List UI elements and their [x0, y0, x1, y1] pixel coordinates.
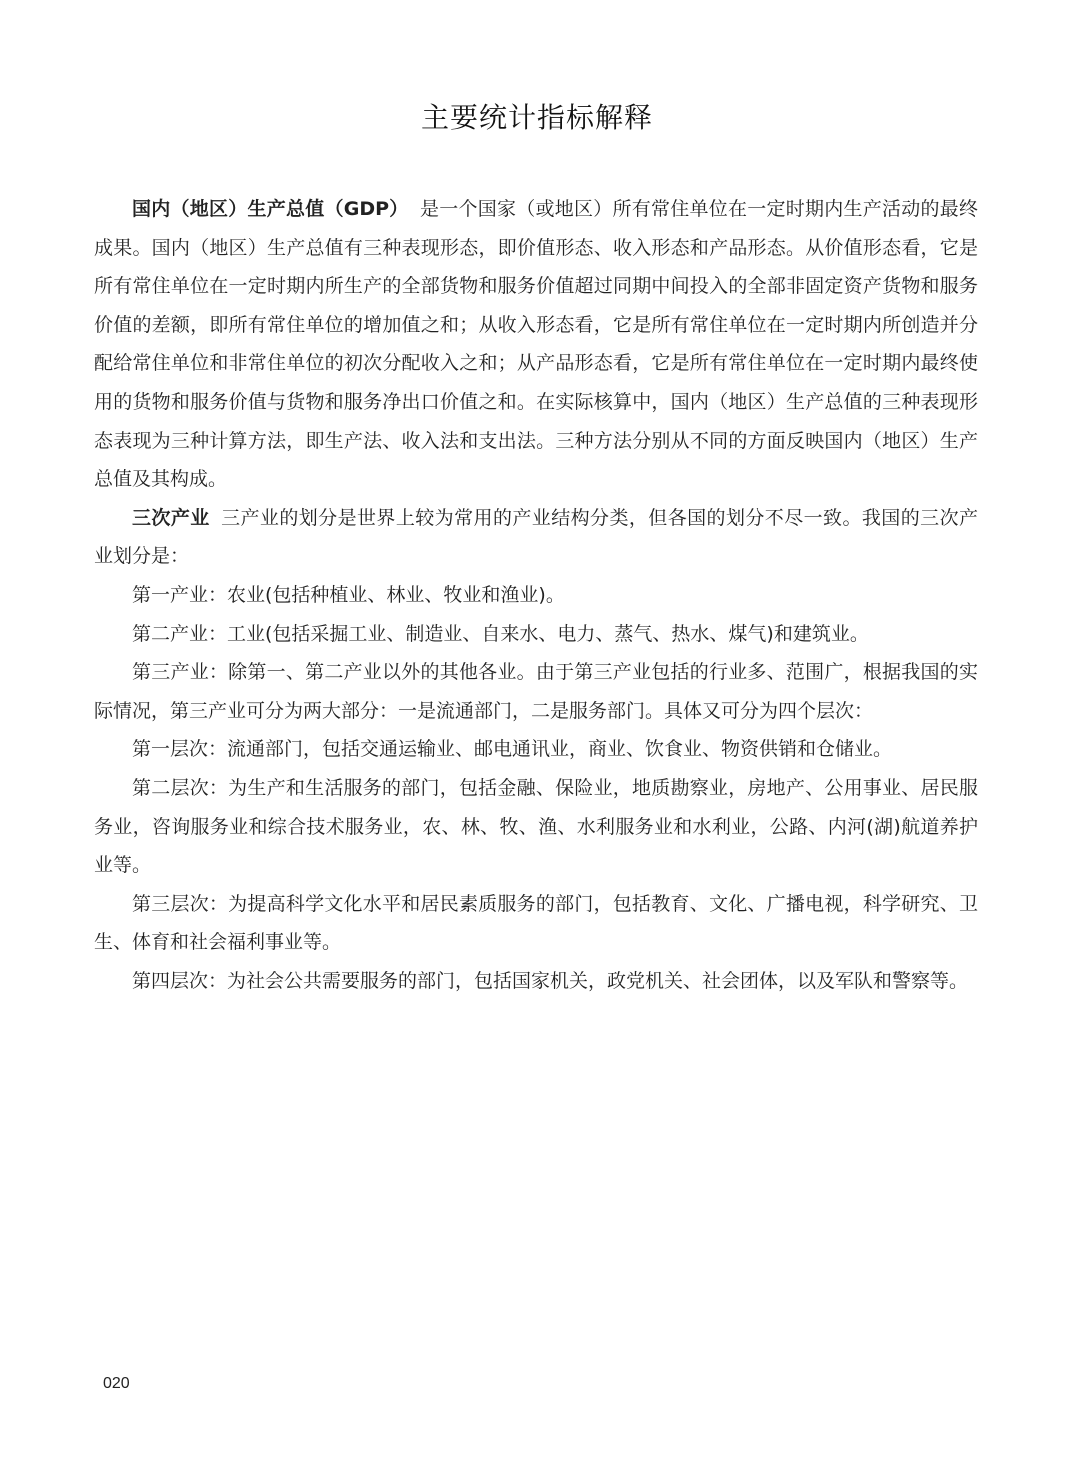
paragraph-level-one: 第一层次：流通部门，包括交通运输业、邮电通讯业，商业、饮食业、物资供销和仓储业。 — [132, 738, 893, 761]
paragraph-text: 是一个国家（或地区）所有常住单位在一定时期内生产活动的最终成果。国内（地区）生产总值有三种表现形态，即价值形态、收入形态和产品形态。从价值形态看，它是所有常住单位在一定时期内所生产的全部货物和服务价值超过同期中间投入的全部非固定资产货物和服务价值的差额，即所有常住单位的增加值之和；从收入形态看，它是所有常住单位在一定时期内所创造并分配给常住单位和非常住单位的初次分配收入之和；从产品形态看，它是所有常住单位在一定时期内最终使用的货物和服务价值与货物和服务净出口价值之和。在实际核算中，国内（地区）生产总值的三种表现形态表现为三种计算方法，即生产法、收入法和支出法。三种方法分别从不同的方面反映国内（地区）生产总值及其构成。 — [94, 198, 978, 491]
paragraph-text: 三产业的划分是世界上较为常用的产业结构分类，但各国的划分不尽一致。我国的三次产业划分是： — [94, 506, 978, 568]
page-title: 主要统计指标解释 — [420, 101, 653, 134]
paragraph-three-industries — [94, 499, 978, 576]
paragraph-level-two: 第二层次：为生产和生活服务的部门，包括金融、保险业，地质勘察业，房地产、公用事业、居民服务业，咨询服务业和综合技术服务业，农、林、牧、渔、水利服务业和水利业，公路、内河(湖)航道养护业等。 — [94, 776, 978, 877]
paragraph-tertiary-industry: 第三产业：除第一、第二产业以外的其他各业。由于第三产业包括的行业多、范围广，根据我国的实际情况，第三产业可分为两大部分：一是流通部门，二是服务部门。具体又可分为四个层次： — [94, 661, 978, 722]
document-body — [94, 190, 978, 1000]
paragraph-gdp — [94, 190, 978, 499]
paragraph-secondary-industry: 第二产业：工业(包括采掘工业、制造业、自来水、电力、蒸气、热水、煤气)和建筑业。 — [132, 622, 869, 645]
paragraph-level-three: 第三层次：为提高科学文化水平和居民素质服务的部门，包括教育、文化、广播电视，科学研究、卫生、体育和社会福利事业等。 — [94, 892, 978, 954]
term-gdp: 国内（地区）生产总值（GDP） — [132, 198, 409, 220]
page-number: 020 — [103, 1375, 130, 1392]
paragraph-level-four: 第四层次：为社会公共需要服务的部门，包括国家机关，政党机关、社会团体，以及军队和警察等。 — [132, 969, 969, 992]
paragraph-primary-industry: 第一产业：农业(包括种植业、林业、牧业和渔业)。 — [132, 583, 565, 606]
term-three-industries: 三次产业 — [132, 506, 210, 529]
